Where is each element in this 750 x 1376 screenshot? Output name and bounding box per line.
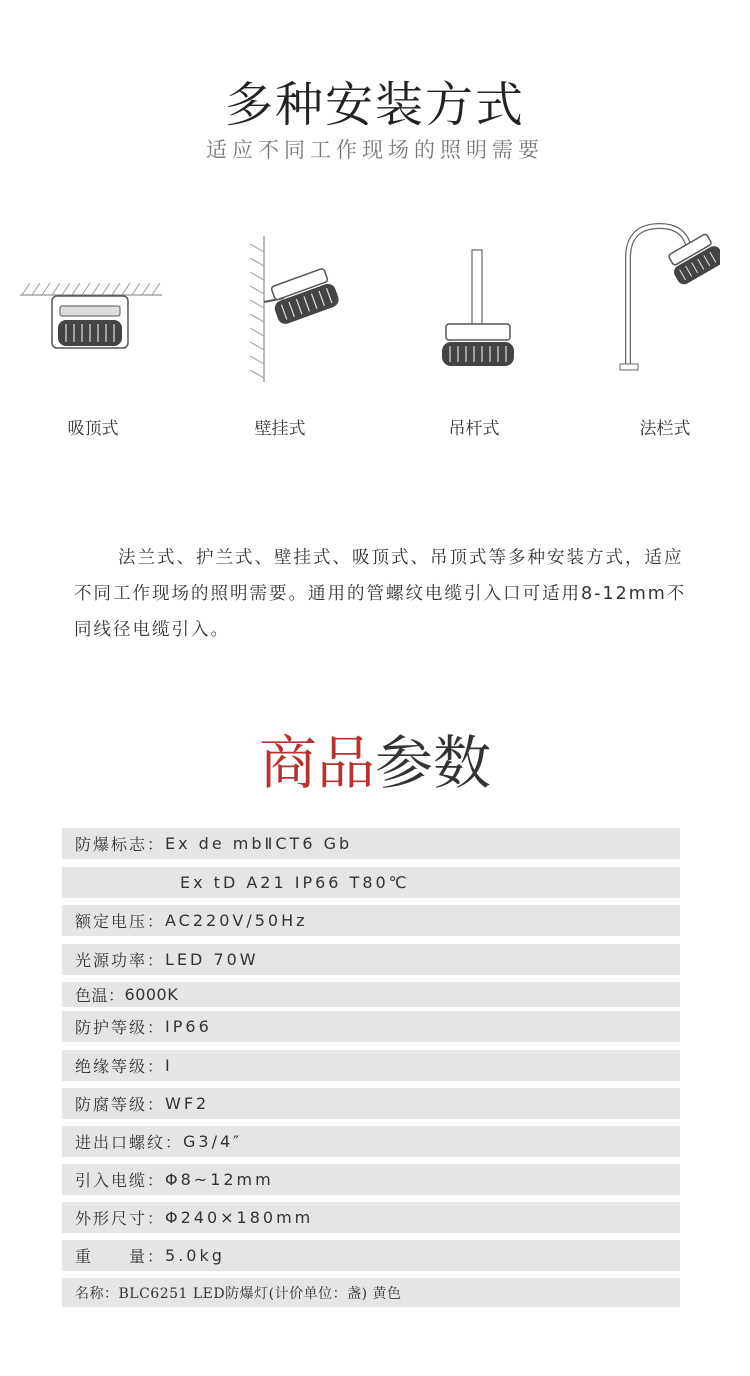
param-row: 外形尺寸： Φ240×180mm <box>62 1202 680 1233</box>
pendant-rod-mount-icon <box>436 248 520 370</box>
param-row: 防爆标志： Ex de mbⅡCT6 Gb <box>62 828 680 859</box>
params-title: 商品参数 <box>258 729 492 797</box>
ceiling-mount-illustration <box>18 280 164 355</box>
param-row: 色温： 6000K <box>62 982 680 1007</box>
ceiling-mount-icon <box>18 280 164 355</box>
param-row: 光源功率： LED 70W <box>62 944 680 975</box>
param-row: 重 量： 5.0kg <box>62 1240 680 1271</box>
mount-label-wall: 壁挂式 <box>254 419 306 439</box>
wall-mount-icon <box>244 236 344 382</box>
param-row: 防护等级： IP66 <box>62 1011 680 1042</box>
param-row: 防腐等级： WF2 <box>62 1088 680 1119</box>
pendant-rod-mount-illustration <box>436 248 520 370</box>
wall-mount-illustration <box>244 236 344 382</box>
mount-label-flange: 法栏式 <box>639 419 691 439</box>
flange-pole-mount-icon <box>616 218 720 372</box>
param-row: 进出口螺纹： G3/4″ <box>62 1126 680 1157</box>
param-row: 名称： BLC6251 LED防爆灯(计价单位：盏) 黄色 <box>62 1278 680 1307</box>
param-row: 绝缘等级： Ⅰ <box>62 1050 680 1081</box>
mount-label-ceiling: 吸顶式 <box>67 419 119 439</box>
mount-label-pendant: 吊杆式 <box>448 419 500 439</box>
param-row: 额定电压： AC220V/50Hz <box>62 905 680 936</box>
page-title: 多种安装方式 <box>224 77 525 133</box>
flange-pole-mount-illustration <box>616 218 720 372</box>
page-subtitle: 适应不同工作现场的照明需要 <box>206 138 544 162</box>
install-description: 法兰式、护兰式、壁挂式、吸顶式、吊顶式等多种安装方式，适应不同工作现场的照明需要。通用的管螺纹电缆引入口可适用8-12mm不同线径电缆引入。 <box>74 548 687 640</box>
param-row: Ex tD A21 IP66 T80℃ <box>62 867 680 898</box>
param-row: 引入电缆： Φ8~12mm <box>62 1164 680 1195</box>
